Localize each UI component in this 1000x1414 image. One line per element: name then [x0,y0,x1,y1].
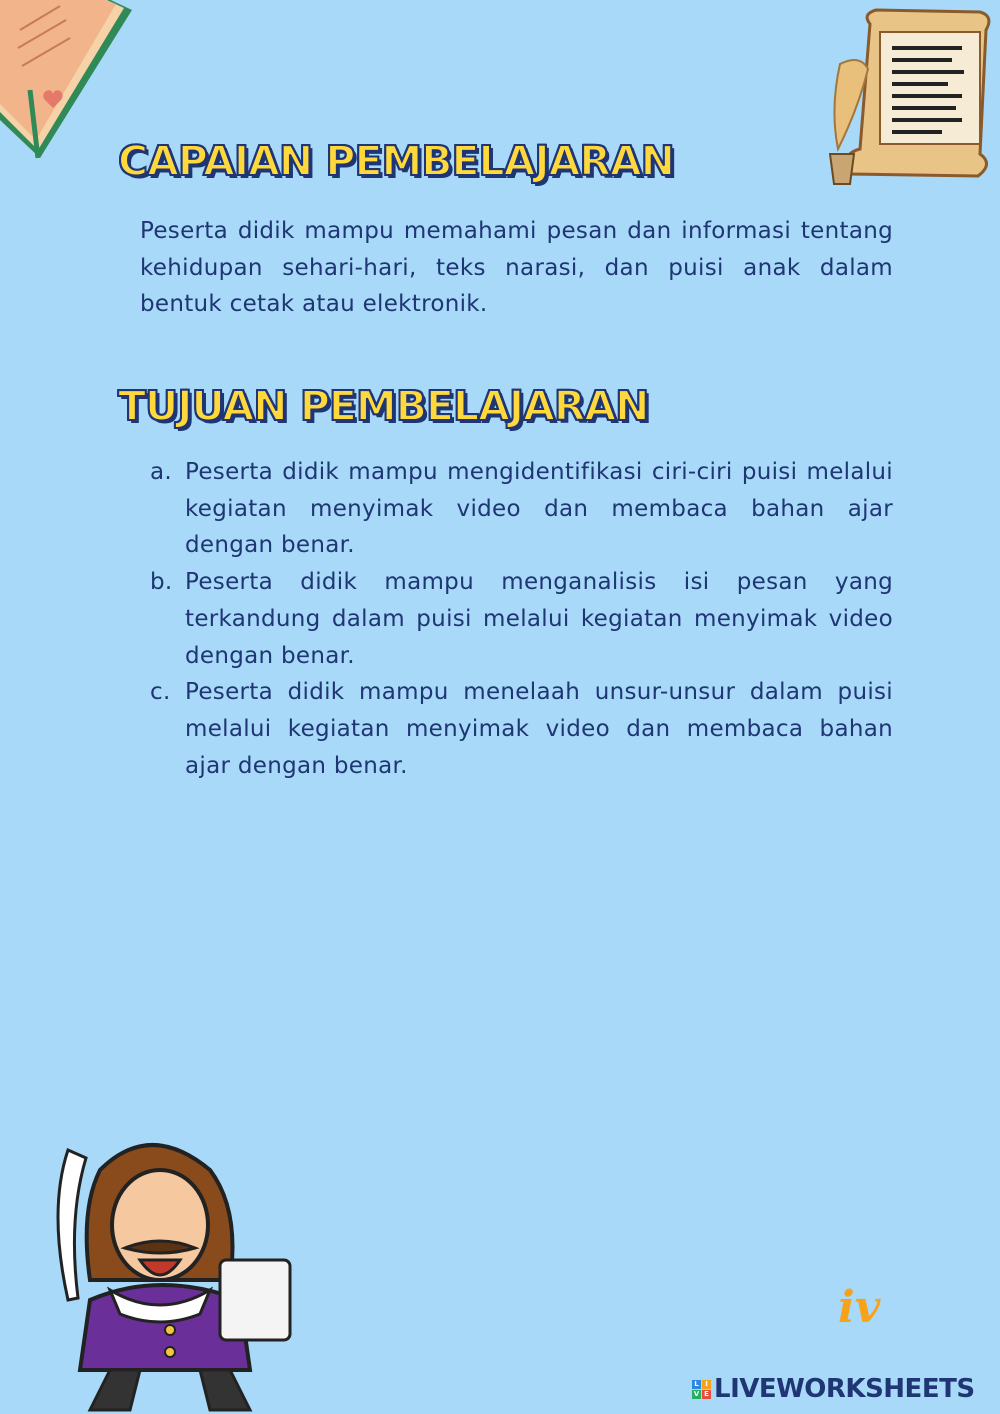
list-item-text: Peserta didik mampu mengidentifikasi ciri-ciri puisi melalui kegiatan menyimak video dan membaca bahan ajar dengan benar. [185,459,893,559]
list-item [150,674,893,784]
capaian-paragraph: Peserta didik mampu memahami pesan dan informasi tentang kehidupan sehari-hari, teks narasi, dan puisi anak dalam bentuk cetak atau elektronik. [140,218,893,318]
list-marker: c. [150,679,171,706]
list-item [150,454,893,564]
poet-character-icon [30,1130,310,1414]
list-item-text: Peserta didik mampu menganalisis isi pesan yang terkandung dalam puisi melalui kegiatan menyimak video dengan benar. [185,569,893,669]
book-icon [0,0,135,160]
liveworksheets-logo [692,1374,975,1404]
logo-grid-icon: L I V E [692,1380,711,1399]
list-item-text: Peserta didik mampu menelaah unsur-unsur dalam puisi melalui kegiatan menyimak video dan membaca bahan ajar dengan benar. [185,679,893,779]
capaian-heading: CAPAIAN PEMBELAJARAN [118,137,674,185]
tujuan-heading: TUJUAN PEMBELAJARAN [118,382,649,430]
scroll-icon [810,4,1000,194]
tujuan-list [150,454,893,784]
list-marker: a. [150,459,173,485]
liveworksheets-brand: LIVEWORKSHEETS [714,1374,975,1404]
list-item [150,564,893,674]
list-marker: b. [150,569,173,596]
iv-badge: iv [838,1282,881,1333]
